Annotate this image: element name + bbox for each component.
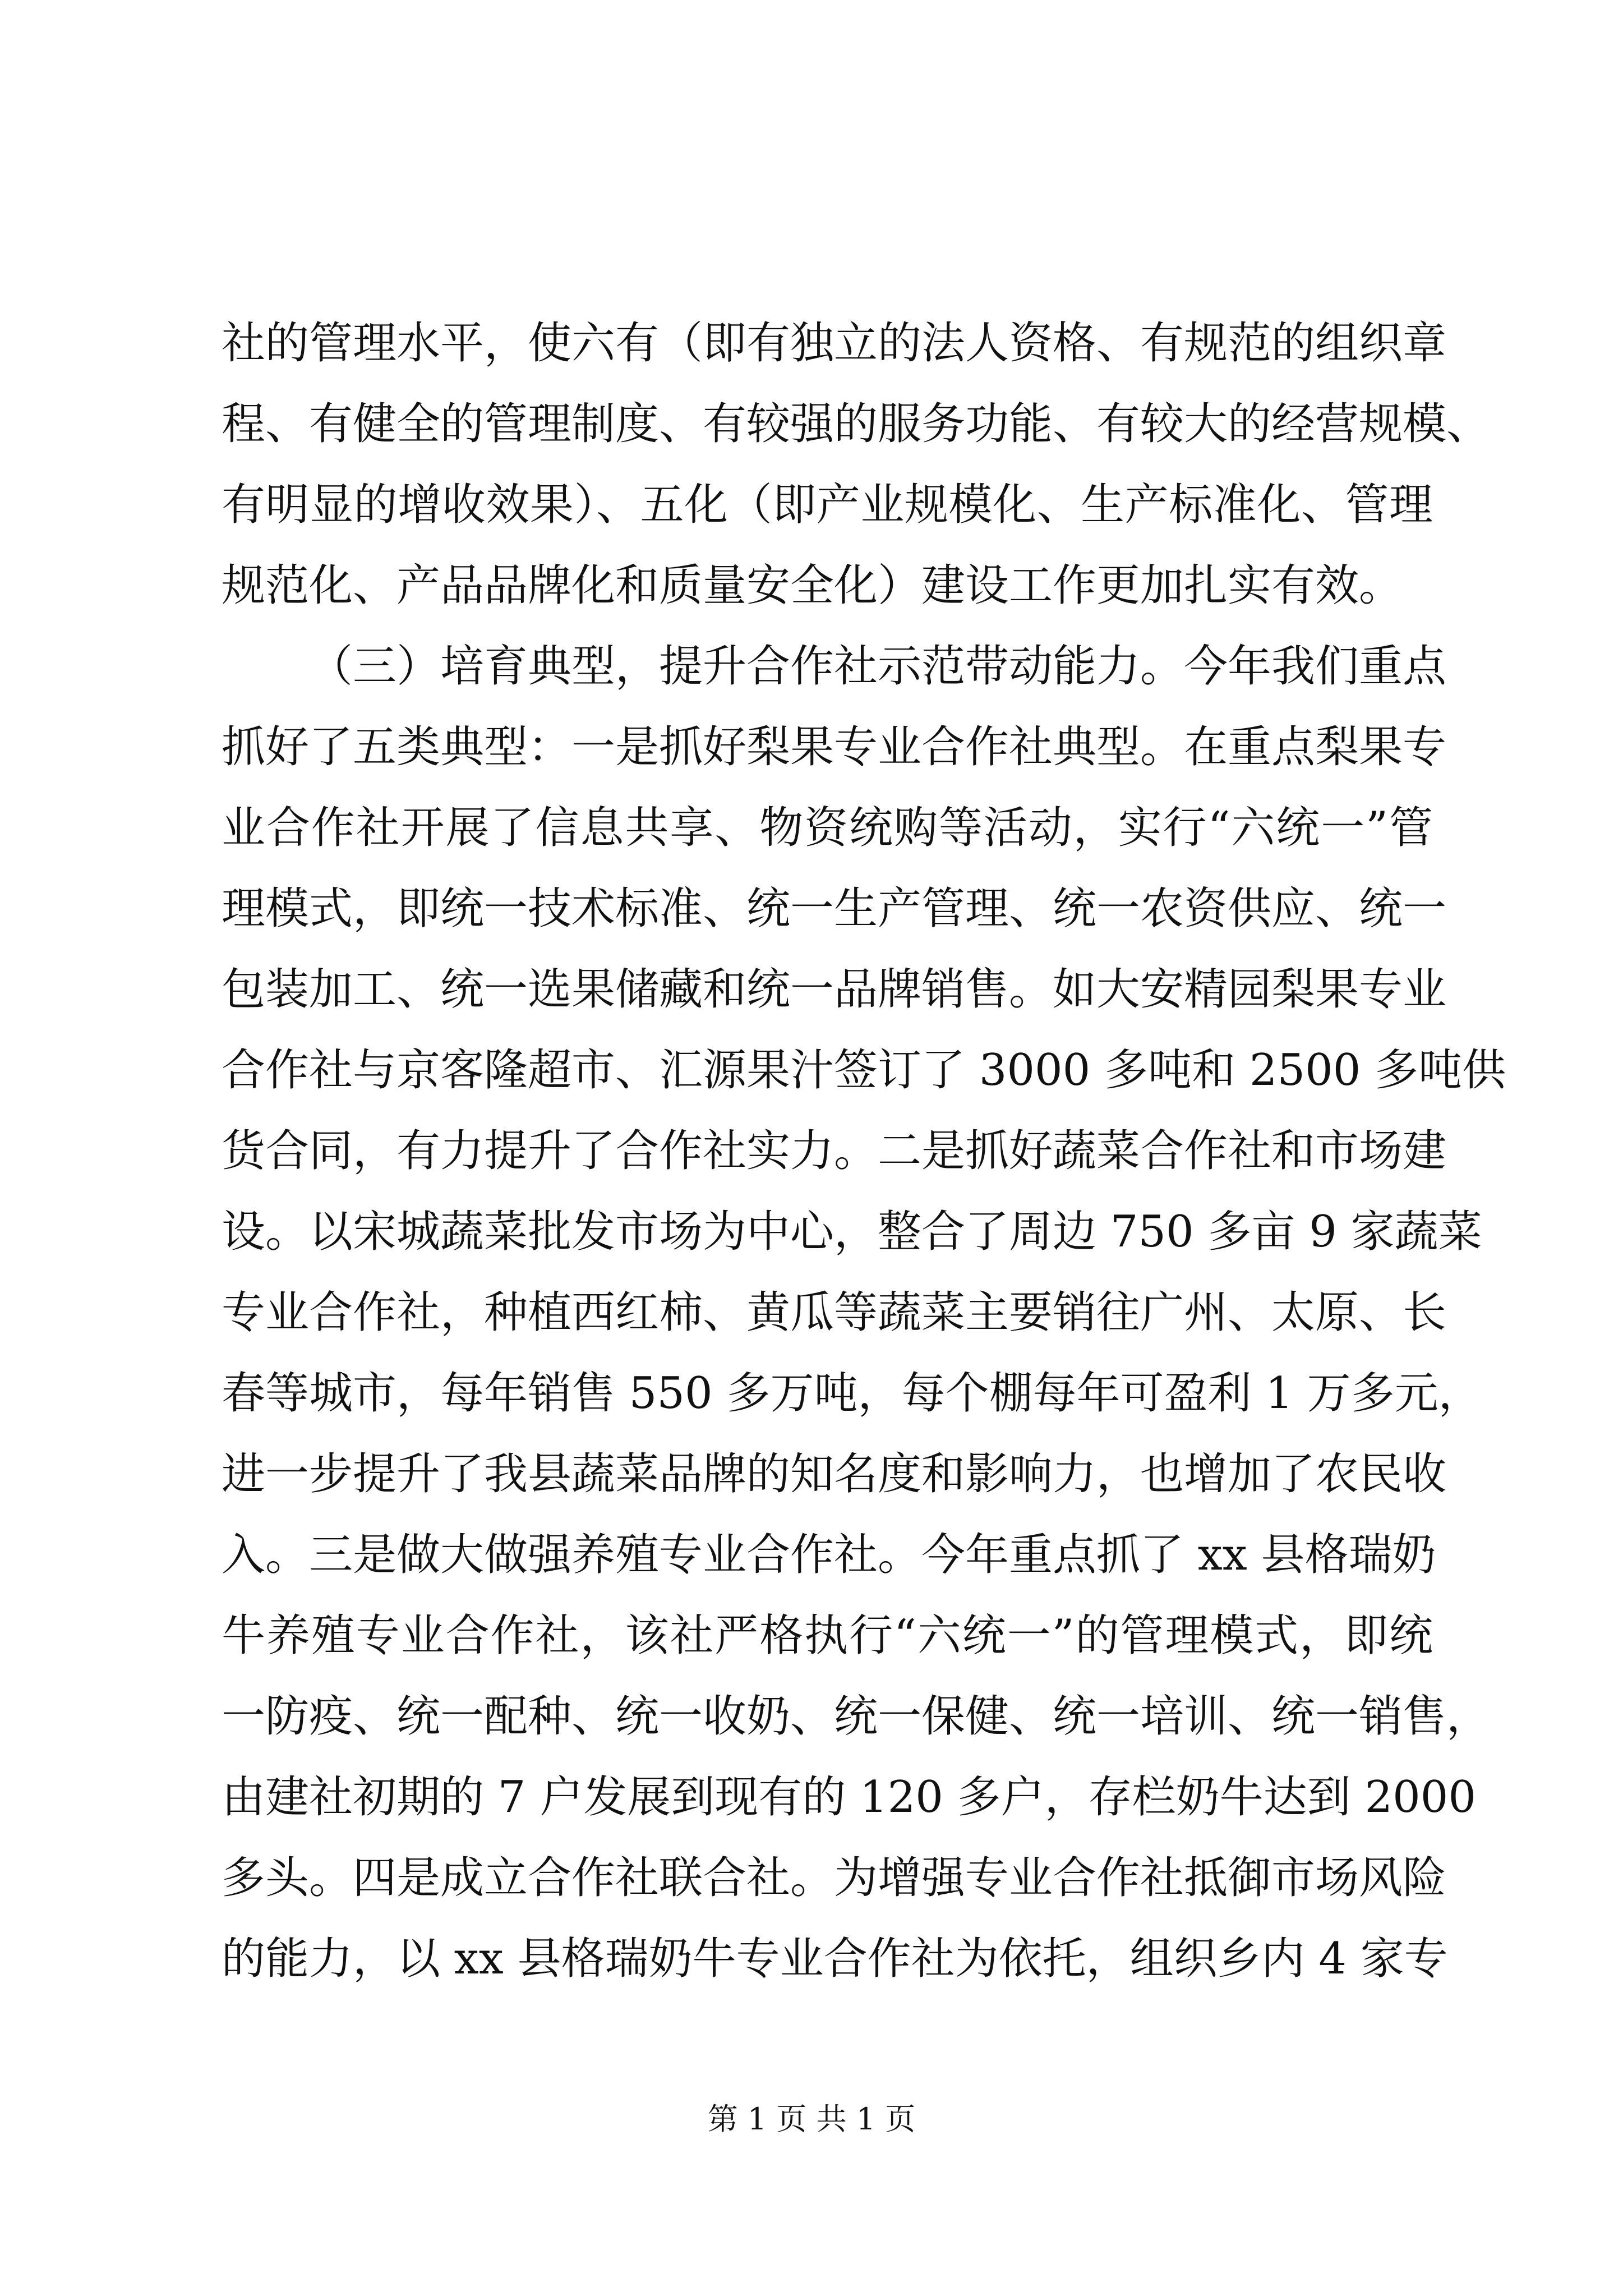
text-line-13: 专业合作社，种植西红柿、黄瓜等蔬菜主要销往广州、太原、长 [222,1287,1447,1338]
text-line-3: 有明显的增收效果）、五化（即产业规模化、生产标准化、管理 [222,480,1433,530]
text-line-1: 社的管理水平，使六有（即有独立的法人资格、有规范的组织章 [222,318,1447,369]
text-line-2: 程、有健全的管理制度、有较强的服务功能、有较大的经营规模、 [222,399,1491,449]
page-number-footer: 第 1 页 共 1 页 [707,2101,916,2137]
text-line-12: 设。以宋城蔬菜批发市场为中心，整合了周边 750 多亩 9 家蔬菜 [222,1207,1482,1257]
text-line-4: 规范化、产品品牌化和质量安全化）建设工作更加扎实有效。 [222,560,1403,611]
text-line-11: 货合同，有力提升了合作社实力。二是抓好蔬菜合作社和市场建 [222,1126,1447,1176]
text-line-6: 抓好了五类典型：一是抓好梨果专业合作社典型。在重点梨果专 [222,722,1447,772]
text-line-9: 包装加工、统一选果储藏和统一品牌销售。如大安精园梨果专业 [222,964,1447,1015]
text-line-18: 一防疫、统一配种、统一收奶、统一保健、统一培训、统一销售， [222,1691,1491,1742]
text-line-20: 多头。四是成立合作社联合社。为增强专业合作社抵御市场风险 [222,1853,1447,1903]
text-line-5: （三）培育典型，提升合作社示范带动能力。今年我们重点 [309,641,1447,692]
text-line-8: 理模式，即统一技术标准、统一生产管理、统一农资供应、统一 [222,884,1447,934]
text-line-14: 春等城市，每年销售 550 多万吨，每个棚每年可盈利 1 万多元， [222,1368,1482,1419]
text-line-7: 业合作社开展了信息共享、物资统购等活动，实行“六统一”管 [222,803,1433,853]
text-line-15: 进一步提升了我县蔬菜品牌的知名度和影响力，也增加了农民收 [222,1449,1447,1499]
text-line-16: 入。三是做大做强养殖专业合作社。今年重点抓了 xx 县格瑞奶 [222,1530,1436,1580]
text-line-21: 的能力，以 xx 县格瑞奶牛专业合作社为依托，组织乡内 4 家专 [222,1934,1448,1984]
text-line-10: 合作社与京客隆超市、汇源果汁签订了 3000 多吨和 2500 多吨供 [222,1045,1506,1096]
text-line-17: 牛养殖专业合作社，该社严格执行“六统一”的管理模式，即统 [222,1611,1433,1661]
text-line-19: 由建社初期的 7 户发展到现有的 120 多户，存栏奶牛达到 2000 [222,1772,1476,1823]
document-body [222,303,1506,1999]
